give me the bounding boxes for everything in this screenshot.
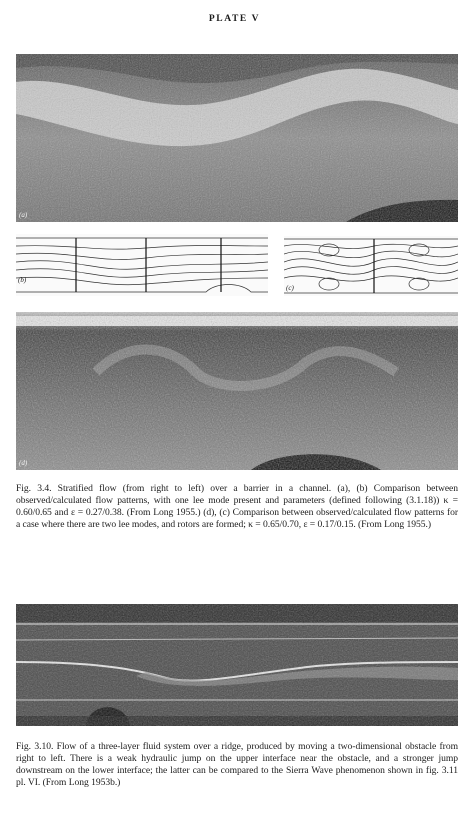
figure-3-4-caption: Fig. 3.4. Stratified flow (from right to left) over a barrier in a channel. (a), (b) Comparison between observed/calculated flow patterns, with one lee mode present and parameters (defined following (3.1.18)) κ = 0.60/0.65 and ε = 0.27/0.38. (From Long 1955.) (d), (c) Comparison between observed/calculated flow patterns for a case where there are two lee modes, and rotors are formed; κ = 0.65/0.70, ε = 0.17/0.15. (From Long 1955.): [16, 483, 458, 530]
figure-3-10-caption: Fig. 3.10. Flow of a three-layer fluid system over a ridge, produced by moving a two-dimensional obstacle from right to left. There is a weak hydraulic jump on the upper interface near the obstacle, and a stronger jump downstream on the lower interface; the latter can be compared to the Sierra Wave phenomenon shown in fig. 3.11 pl. VI. (From Long 1953b.): [16, 741, 458, 788]
diagram-b-calculated-streamlines: [16, 234, 268, 296]
diagram-c-calculated-streamlines-rotors: [284, 236, 458, 296]
plate-title: PLATE V: [208, 14, 261, 24]
panel-label-c: (c): [286, 284, 294, 292]
panel-label-a: (a): [19, 211, 28, 219]
photo-fig-3-10-three-layer-flow: [16, 604, 458, 726]
panel-label-b: (b): [18, 276, 27, 284]
panel-label-d: (d): [19, 459, 28, 467]
photo-a-stratified-flow: [16, 54, 458, 222]
photo-d-stratified-flow-two-lee-modes: [16, 312, 458, 470]
